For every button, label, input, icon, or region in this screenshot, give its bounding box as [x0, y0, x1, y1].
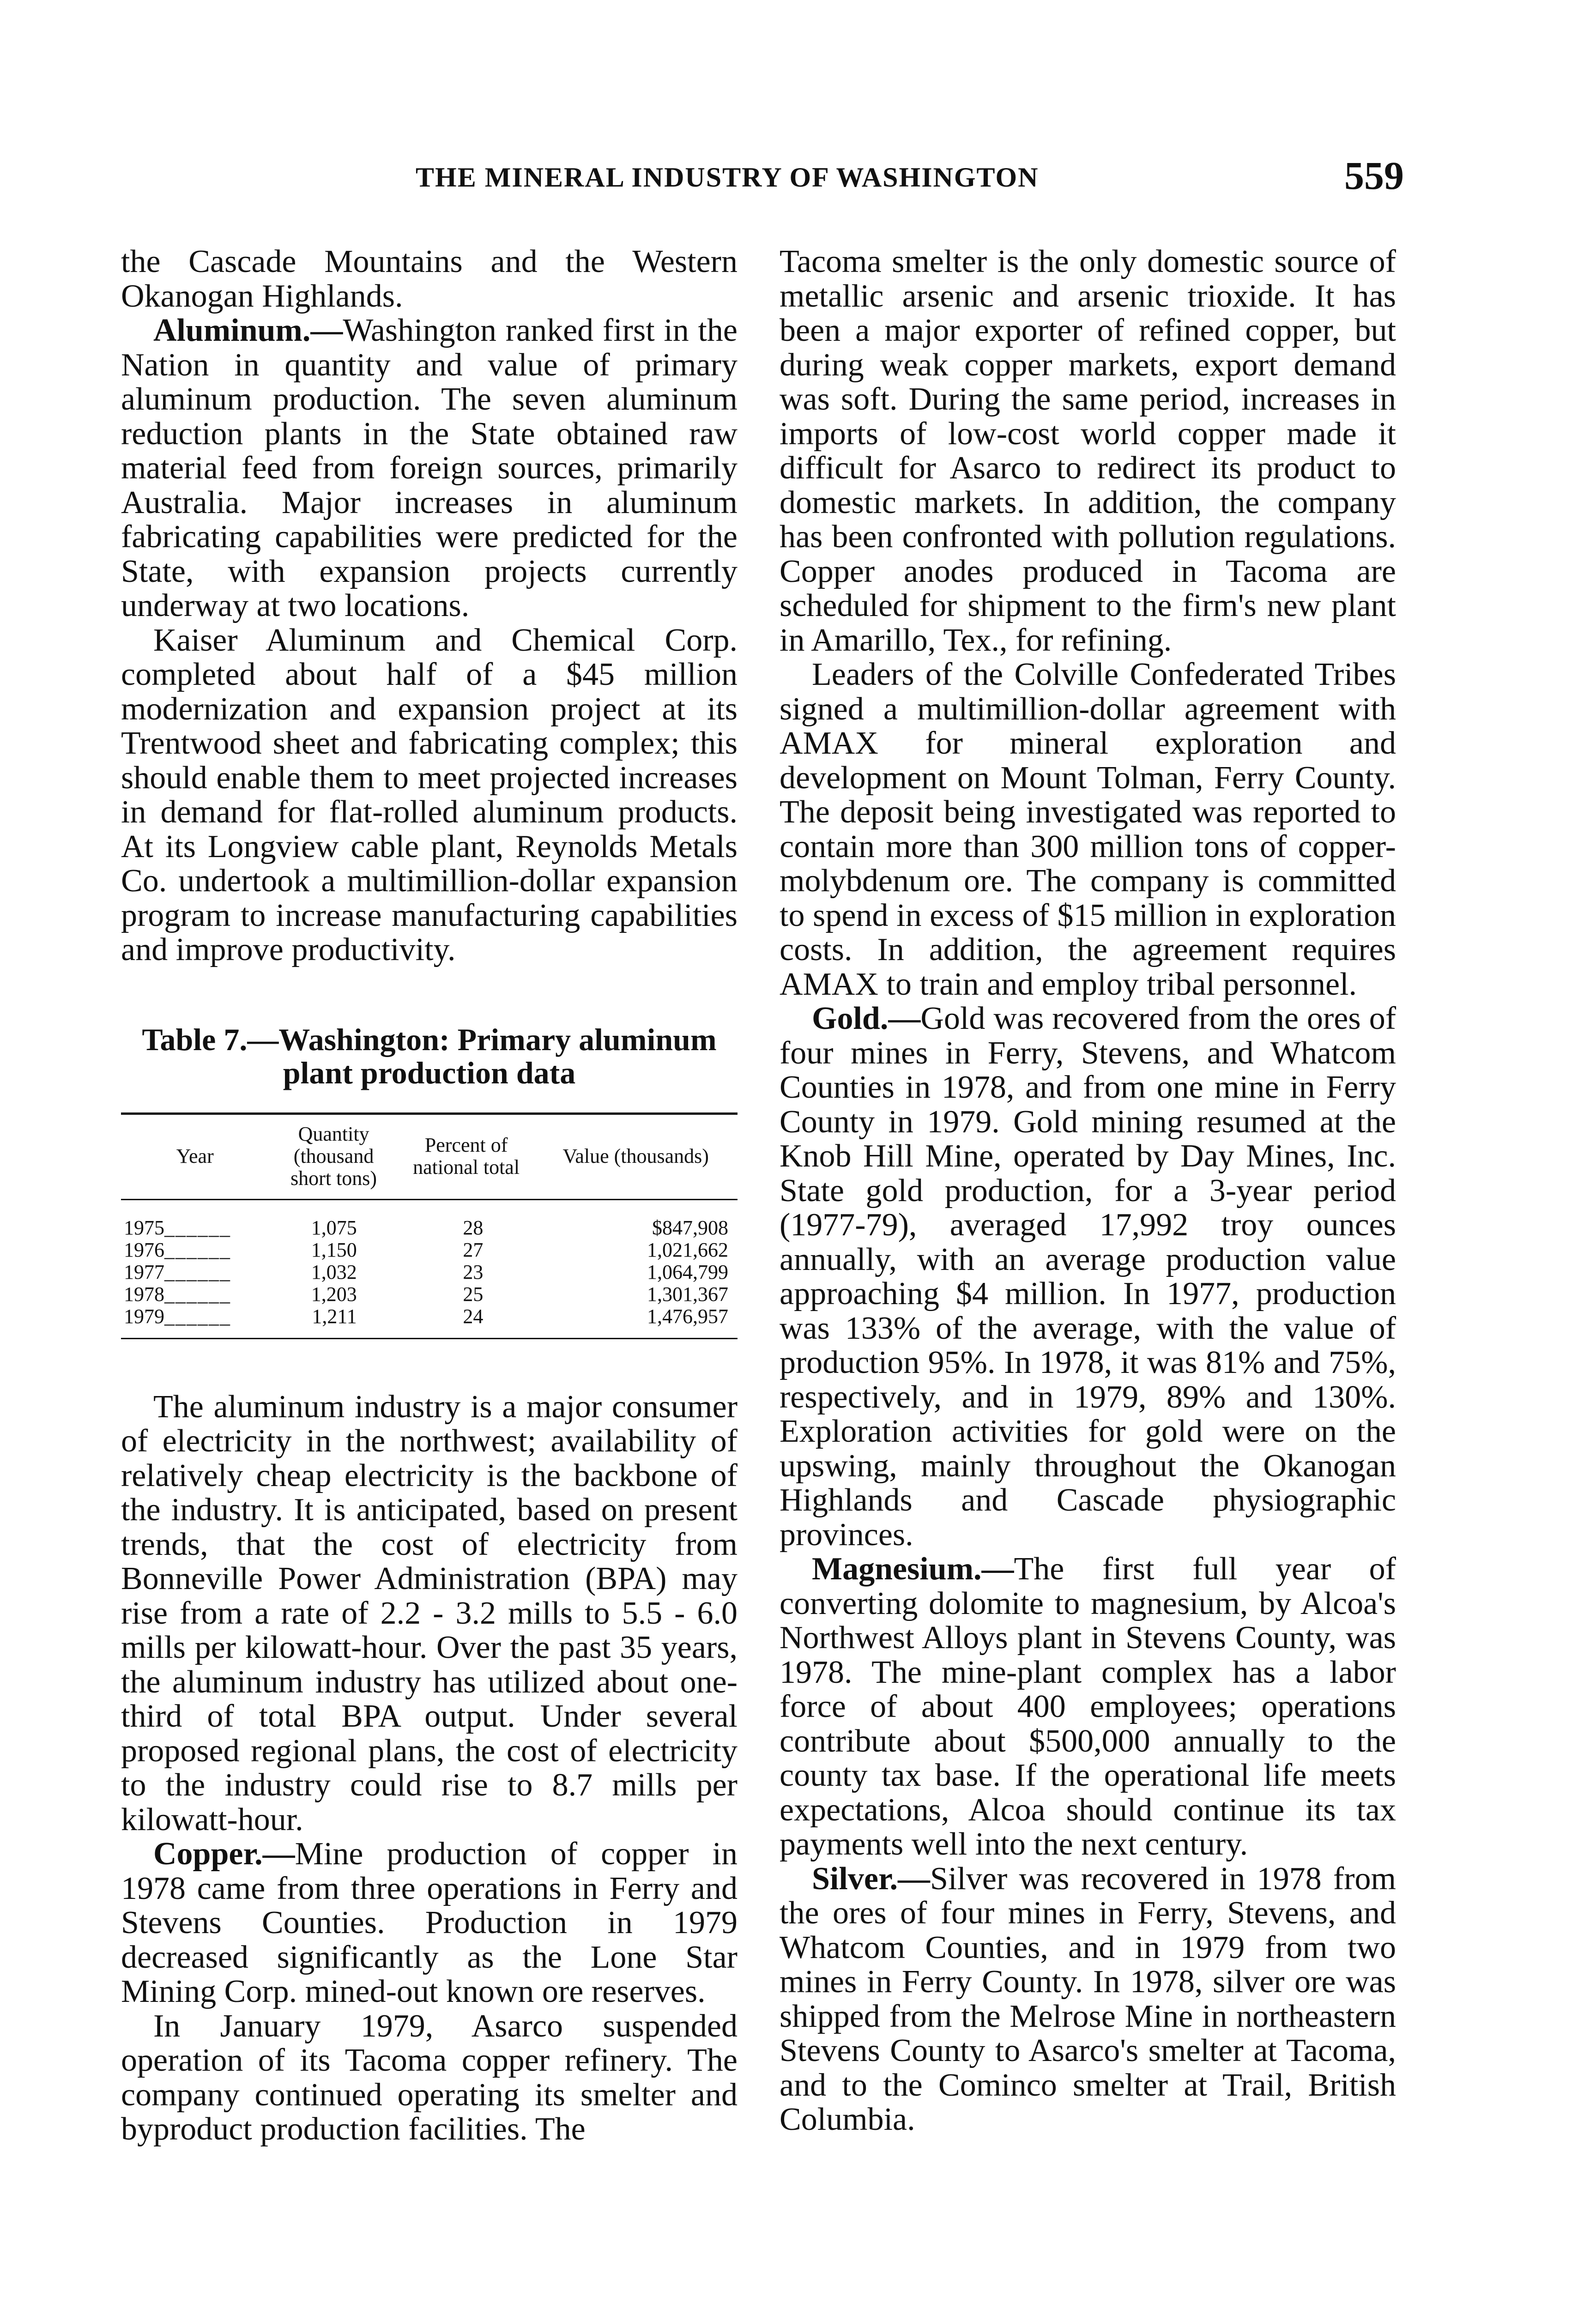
- gold-text: Gold was recovered from the ores of four mines in Ferry, Stevens, and Whatcom Counties in 1978, and from one mine in Ferry County in 1979. Gold mining resumed at the Knob Hill Mine, operated by Day Mines, Inc. State gold production, for a 3-year period (1977-79), averaged 17,992 troy ounces annually, with an average production value approaching $4 million. In 1977, production was 133% of the average, with the value of production 95%. In 1978, it was 81% and 75%, respectively, and in 1979, 89% and 130%. Exploration activities for gold were on the upswing, mainly throughout the Okanogan Highlands and Cascade physiographic provinces.: [780, 1001, 1396, 1553]
- paragraph-electricity: The aluminum industry is a major consumer of electricity in the northwest; availability of relatively cheap electricity is the backbone of the industry. It is anticipated, based on present trends, that the cost of electricity from Bonneville Power Administration (BPA) may rise from a rate of 2.2 - 3.2 mills to 5.5 - 6.0 mills per kilowatt-hour. Over the past 35 years, the aluminum industry has utilized about one-third of total BPA output. Under several proposed regional plans, the cost of electricity to the industry could rise to 8.7 mills per kilowatt-hour.: [121, 1389, 738, 1838]
- copper-text: Mine production of copper in 1978 came from three operations in Ferry and Stevens Counties. Production in 1979 decreased significantly as the Lone Star Mining Corp. mined-out known ore reserves.: [121, 1836, 738, 2009]
- table-7: [121, 1023, 738, 1339]
- cell-year: 1975______: [124, 1216, 231, 1239]
- left-column: [121, 245, 738, 2147]
- cell-year: 1978______: [124, 1282, 231, 1306]
- cell-year: 1977______: [124, 1260, 231, 1283]
- paragraph-gold: [780, 1002, 1396, 1552]
- cell-year: 1976______: [124, 1238, 231, 1261]
- cell-quantity: 1,032: [311, 1260, 357, 1283]
- cell-year: 1979______: [124, 1305, 231, 1328]
- table-caption-line2: plant production data: [283, 1055, 576, 1090]
- cell-value: 1,021,662: [647, 1238, 728, 1261]
- aluminum-data-table: [121, 1112, 738, 1339]
- cell-quantity: 1,075: [311, 1216, 357, 1239]
- copper-heading: Copper.—: [153, 1836, 295, 1872]
- right-column: [780, 245, 1396, 2137]
- table-row: [121, 1239, 738, 1261]
- col-header-percent: Percent of national total: [399, 1113, 534, 1199]
- running-title: THE MINERAL INDUSTRY OF WASHINGTON: [416, 162, 1039, 193]
- page-number: 559: [1344, 153, 1404, 198]
- cell-quantity: 1,150: [311, 1238, 357, 1261]
- table-row: [121, 1306, 738, 1339]
- cell-value: 1,301,367: [647, 1282, 728, 1306]
- page-header: [120, 152, 1404, 203]
- table-row: [121, 1199, 738, 1239]
- cell-quantity: 1,203: [311, 1282, 357, 1306]
- paragraph-colville: Leaders of the Colville Confederated Tribes signed a multimillion-dollar agreement with AMAX for mineral exploration and development on Mount Tolman, Ferry County. The deposit being investigated was reported to contain more than 300 million tons of copper-molybdenum ore. The company is committed to spend in excess of $15 million in exploration costs. In addition, the agreement requires AMAX to train and employ tribal personnel.: [780, 657, 1396, 1002]
- paragraph-copper: [121, 1837, 738, 2009]
- paragraph-cascade: the Cascade Mountains and the Western Okanogan Highlands.: [121, 244, 738, 314]
- cell-quantity: 1,211: [312, 1305, 357, 1328]
- table-row: [121, 1283, 738, 1306]
- silver-heading: Silver.—: [812, 1861, 931, 1897]
- magnesium-text: The first full year of converting dolomite to magnesium, by Alcoa's Northwest Alloys plant in Stevens County, was 1978. The mine-plant complex has a labor force of about 400 employees; operations contribute about $500,000 annually to the county tax base. If the operational life meets expectations, Alcoa should continue its tax payments well into the next century.: [780, 1551, 1396, 1862]
- paragraph-kaiser: Kaiser Aluminum and Chemical Corp. completed about half of a $45 million modernization and expansion project at its Trentwood sheet and fabricating complex; this should enable them to meet projected increases in demand for flat-rolled aluminum products. At its Longview cable plant, Reynolds Metals Co. undertook a multimillion-dollar expansion program to increase manufacturing capabilities and improve productivity.: [121, 622, 738, 967]
- table-caption-line1: Table 7.—Washington: Primary aluminum: [142, 1022, 717, 1057]
- paragraph-aluminum: [121, 314, 738, 623]
- paragraph-tacoma: Tacoma smelter is the only domestic source of metallic arsenic and arsenic trioxide. It has been a major exporter of refined copper, but during weak copper markets, export demand was soft. During the same period, increases in imports of low-cost world copper made it difficult for Asarco to redirect its product to domestic markets. In addition, the company has been confronted with pollution regulations. Copper anodes produced in Tacoma are scheduled for shipment to the firm's new plant in Amarillo, Tex., for refining.: [780, 244, 1396, 658]
- table-row: [121, 1261, 738, 1283]
- magnesium-heading: Magnesium.—: [812, 1551, 1014, 1587]
- cell-percent: 27: [463, 1238, 484, 1261]
- paragraph-asarco: In January 1979, Asarco suspended operation of its Tacoma copper refinery. The company continued operating its smelter and byproduct production facilities. The: [121, 2008, 738, 2147]
- aluminum-heading: Aluminum.—: [153, 313, 343, 348]
- cell-percent: 25: [463, 1282, 484, 1306]
- paragraph-magnesium: [780, 1552, 1396, 1862]
- table-caption: [121, 1023, 738, 1089]
- cell-percent: 28: [463, 1216, 484, 1239]
- table-header-row: [121, 1113, 738, 1199]
- paragraph-silver: [780, 1862, 1396, 2137]
- col-header-quantity: Quantity (thousand short tons): [269, 1113, 398, 1199]
- col-header-year: Year: [121, 1113, 269, 1199]
- col-header-value: Value (thousands): [534, 1113, 738, 1199]
- cell-percent: 24: [463, 1305, 484, 1328]
- cell-value: 1,476,957: [647, 1305, 728, 1328]
- aluminum-text: Washington ranked first in the Nation in quantity and value of primary aluminum production. The seven aluminum reduction plants in the State obtained raw material feed from foreign sources, primarily Australia. Major increases in aluminum fabricating capabilities were predicted for the State, with expansion projects currently underway at two locations.: [121, 313, 738, 623]
- cell-value: 1,064,799: [647, 1260, 728, 1283]
- gold-heading: Gold.—: [812, 1001, 921, 1036]
- cell-percent: 23: [463, 1260, 484, 1283]
- cell-value: $847,908: [652, 1216, 728, 1239]
- silver-text: Silver was recovered in 1978 from the ores of four mines in Ferry, Stevens, and Whatcom Counties, and in 1979 from two mines in Ferry County. In 1978, silver ore was shipped from the Melrose Mine in northeastern Stevens County to Asarco's smelter at Tacoma, and to the Cominco smelter at Trail, British Columbia.: [780, 1861, 1396, 2137]
